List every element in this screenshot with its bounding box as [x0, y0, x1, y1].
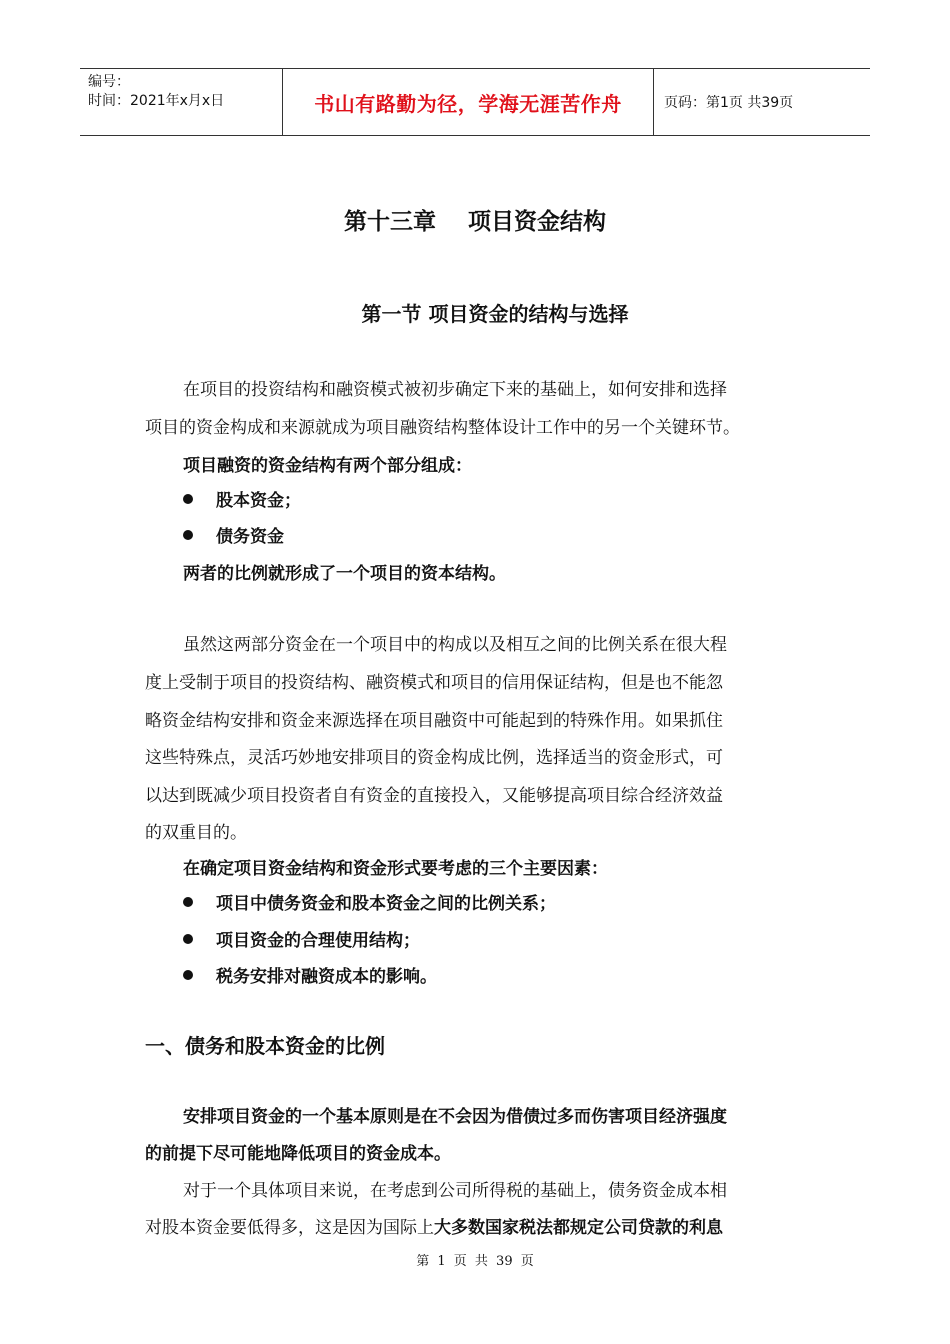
- para3-line-4-bold: 大多数国家税法都规定公司贷款的利息: [434, 1218, 723, 1238]
- number-label: 编号：: [88, 74, 130, 90]
- list-item-label: 税务安排对融资成本的影响。: [216, 967, 437, 987]
- para2-line-3: 略资金结构安排和资金来源选择在项目融资中可能起到的特殊作用。如果抓住: [145, 711, 723, 731]
- intro-lead: 项目融资的资金结构有两个部分组成：: [183, 456, 472, 476]
- chapter-title: 第十三章 项目资金结构: [343, 209, 607, 235]
- bullet-icon: [183, 897, 193, 907]
- intro-conclusion: 两者的比例就形成了一个项目的资本结构。: [183, 564, 506, 584]
- para3-bold-line-2: 的前提下尽可能地降低项目的资金成本。: [145, 1144, 451, 1164]
- list-item: [183, 522, 284, 547]
- intro-line-2: 项目的资金构成和来源就成为项目融资结构整体设计工作中的另一个关键环节。: [145, 418, 740, 438]
- bullet-icon: [183, 494, 193, 504]
- para3-line-3: 对于一个具体项目来说，在考虑到公司所得税的基础上，债务资金成本相: [183, 1181, 727, 1201]
- bullet-icon: [183, 934, 193, 944]
- para3-bold-line-1: 安排项目资金的一个基本原则是在不会因为借债过多而伤害项目经济强度: [183, 1107, 727, 1127]
- intro-line-1: 在项目的投资结构和融资模式被初步确定下来的基础上，如何安排和选择: [183, 380, 727, 400]
- list-item-label: 债务资金: [216, 527, 284, 547]
- page-info: 页码：第1页 共39页: [664, 95, 794, 111]
- list-item-label: 股本资金；: [216, 491, 301, 511]
- para2-line-5: 以达到既减少项目投资者自有资金的直接投入，又能够提高项目综合经济效益: [145, 786, 723, 806]
- list-item-label: 项目中债务资金和股本资金之间的比例关系；: [216, 894, 556, 914]
- list-item: [183, 926, 420, 951]
- time-label: 时间：2021年x月x日: [88, 93, 225, 109]
- para2-lead: 在确定项目资金结构和资金形式要考虑的三个主要因素：: [183, 859, 608, 879]
- para3-line-4: [145, 1213, 810, 1238]
- list-item-label: 项目资金的合理使用结构；: [216, 931, 420, 951]
- header-motto-cell: [282, 69, 654, 135]
- subsection-title: 一、债务和股本资金的比例: [145, 1034, 385, 1058]
- page-footer: 第 1 页 共 39 页: [416, 1254, 534, 1269]
- bullet-icon: [183, 970, 193, 980]
- bullet-icon: [183, 530, 193, 540]
- list-item: [183, 486, 301, 511]
- motto: 书山有路勤为径，学海无涯苦作舟: [314, 91, 622, 116]
- list-item: [183, 889, 556, 914]
- para2-line-4: 这些特殊点，灵活巧妙地安排项目的资金构成比例，选择适当的资金形式，可: [145, 748, 723, 768]
- para2-line-6: 的双重目的。: [145, 823, 247, 843]
- list-item: [183, 962, 437, 987]
- para2-line-1: 虽然这两部分资金在一个项目中的构成以及相互之间的比例关系在很大程: [183, 635, 727, 655]
- header-meta-cell: [80, 69, 282, 135]
- para2-line-2: 度上受制于项目的投资结构、融资模式和项目的信用保证结构，但是也不能忽: [145, 673, 723, 693]
- header-table: [80, 68, 870, 136]
- para3-line-4-plain: 对股本资金要低得多，这是因为国际上: [145, 1218, 434, 1238]
- section-title: 第一节 项目资金的结构与选择: [361, 302, 629, 326]
- header-page-cell: [654, 69, 870, 135]
